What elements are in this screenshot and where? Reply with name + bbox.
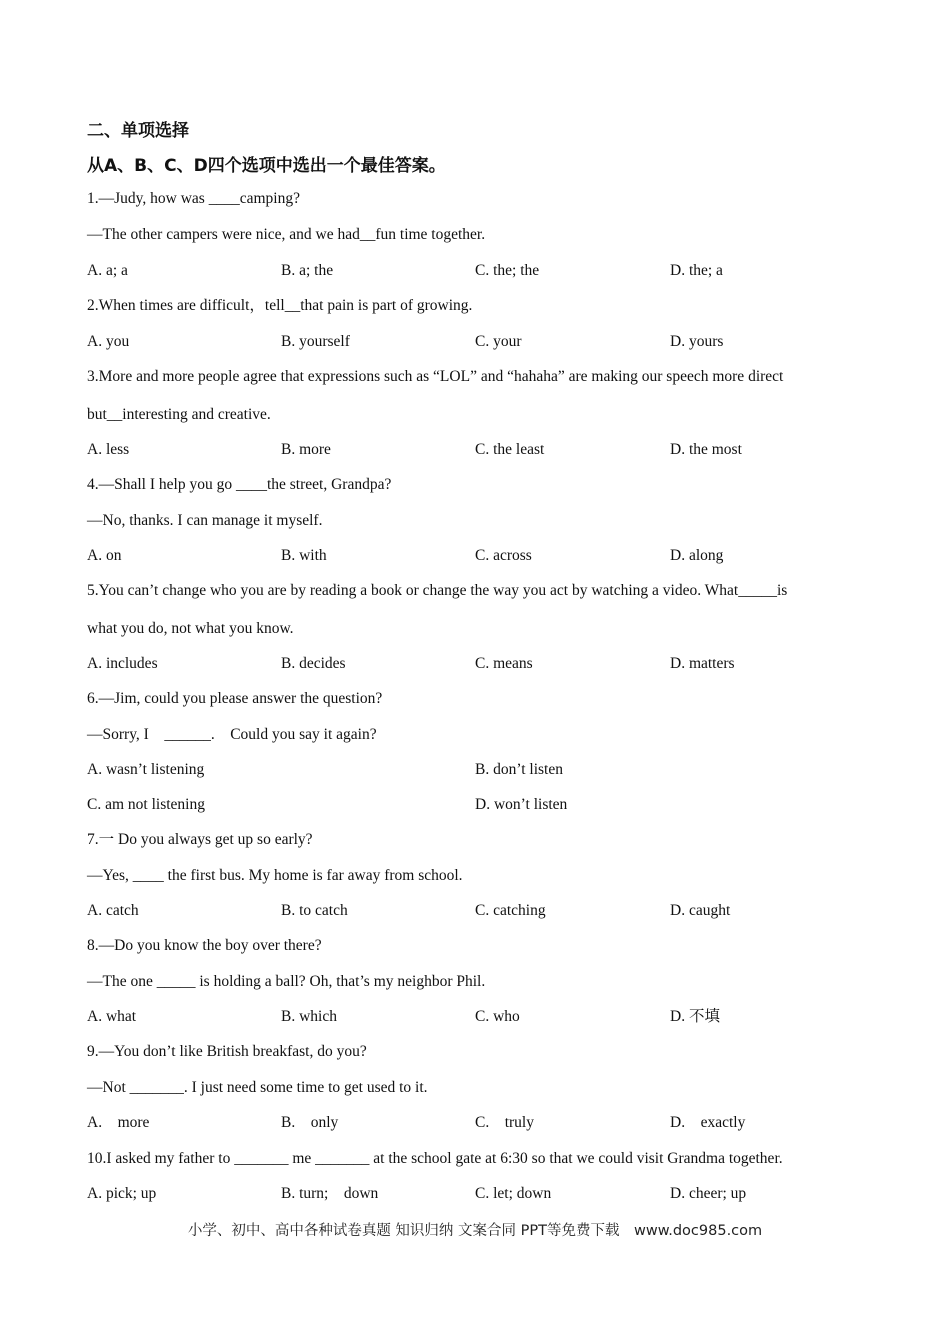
q8-option-c: C. who [475,1008,520,1025]
question-4-line-2: —No, thanks. I can manage it myself. [87,512,323,529]
q1-option-d: D. the; a [670,262,723,279]
question-7-line-2: —Yes, ____ the first bus. My home is far away from school. [87,867,463,884]
question-3-line-2: but__interesting and creative. [87,406,271,423]
question-6-line-1: 6.—Jim, could you please answer the question? [87,690,383,707]
q3-option-d: D. the most [670,441,742,458]
q5-option-b: B. decides [281,655,346,672]
question-8-line-2: —The one _____ is holding a ball? Oh, that’s my neighbor Phil. [87,973,486,990]
q5-option-d: D. matters [670,655,735,672]
q7-option-c: C. catching [475,902,546,919]
question-1-line-2: —The other campers were nice, and we had__fun time together. [87,226,486,243]
q6-option-b: B. don’t listen [475,761,563,778]
q9-option-b: B. only [281,1114,339,1131]
section-title: 二、单项选择 [87,121,189,141]
q9-option-d: D. exactly [670,1114,746,1131]
question-7-line-1: 7.一 Do you always get up so early? [87,831,313,848]
q7-option-b: B. to catch [281,902,348,919]
q10-option-d: D. cheer; up [670,1185,747,1202]
q3-option-a: A. less [87,441,130,458]
question-9-line-1: 9.—You don’t like British breakfast, do you? [87,1043,367,1060]
q6-option-d: D. won’t listen [475,796,568,813]
q6-option-a: A. wasn’t listening [87,761,205,778]
q1-option-a: A. a; a [87,262,128,279]
q8-option-d: D. 不填 [670,1008,720,1025]
q2-option-c: C. your [475,333,522,350]
q5-option-c: C. means [475,655,533,672]
q9-option-a: A. more [87,1114,150,1131]
q4-option-a: A. on [87,547,122,564]
question-4-line-1: 4.—Shall I help you go ____the street, Grandpa? [87,476,392,493]
q2-option-b: B. yourself [281,333,350,350]
q3-option-c: C. the least [475,441,545,458]
question-6-line-2: —Sorry, I ______. Could you say it again? [87,726,377,743]
q7-option-d: D. caught [670,902,731,919]
q10-option-b: B. turn; down [281,1185,379,1202]
q1-option-b: B. a; the [281,262,334,279]
question-2-line-1: 2.When times are difficult，tell__that pain is part of growing. [87,297,473,314]
q5-option-a: A. includes [87,655,158,672]
q2-option-a: A. you [87,333,130,350]
question-3-line-1: 3.More and more people agree that expressions such as “LOL” and “hahaha” are making our speech more direct [87,368,784,385]
question-5-line-2: what you do, not what you know. [87,620,294,637]
q8-option-b: B. which [281,1008,337,1025]
question-5-line-1: 5.You can’t change who you are by reading a book or change the way you act by watching a video. What_____is [87,582,788,599]
q10-option-c: C. let; down [475,1185,552,1202]
page-footer: 小学、初中、高中各种试卷真题 知识归纳 文案合同 PPT等免费下载 www.doc985.com [187,1223,763,1239]
q6-option-c: C. am not listening [87,796,205,813]
q8-option-a: A. what [87,1008,137,1025]
q4-option-b: B. with [281,547,327,564]
q10-option-a: A. pick; up [87,1185,157,1202]
question-10-line-1: 10.I asked my father to _______ me _______ at the school gate at 6:30 so that we could visit Grandma together. [87,1150,783,1167]
question-8-line-1: 8.—Do you know the boy over there? [87,937,322,954]
q2-option-d: D. yours [670,333,724,350]
q7-option-a: A. catch [87,902,139,919]
q4-option-d: D. along [670,547,724,564]
question-1-line-1: 1.—Judy, how was ____camping? [87,190,300,207]
question-9-line-2: —Not _______. I just need some time to get used to it. [87,1079,428,1096]
q3-option-b: B. more [281,441,331,458]
instruction: 从A、B、C、D四个选项中选出一个最佳答案。 [87,156,446,176]
q4-option-c: C. across [475,547,532,564]
q1-option-c: C. the; the [475,262,540,279]
q9-option-c: C. truly [475,1114,534,1131]
